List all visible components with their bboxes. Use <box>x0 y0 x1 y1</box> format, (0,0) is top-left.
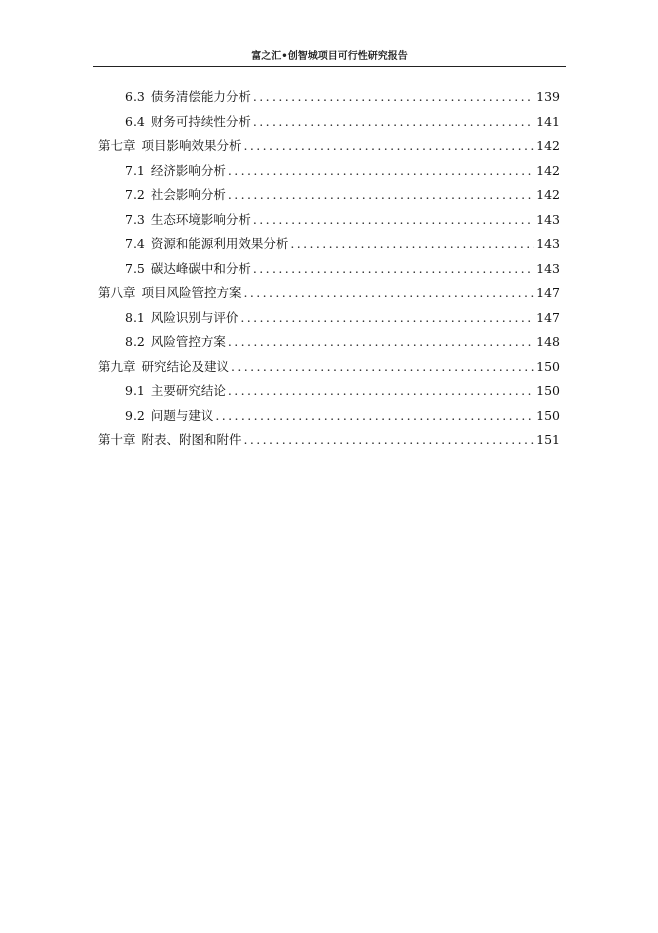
toc-entry-title: 研究结论及建议 <box>141 358 230 374</box>
toc-entry-title: 经济影响分析 <box>150 162 226 178</box>
toc-dot-leader <box>253 85 534 110</box>
toc-entry-title: 问题与建议 <box>150 407 214 423</box>
toc-entry-title: 附表、附图和附件 <box>141 432 242 447</box>
toc-section-entry[interactable] <box>98 232 560 257</box>
toc-entry-title: 资源和能源利用效果分析 <box>150 236 289 251</box>
toc-entry-title: 债务清偿能力分析 <box>150 89 251 104</box>
toc-entry-page-number: 148 <box>536 334 560 349</box>
toc-entry-number: 7.2 <box>125 187 145 202</box>
toc-entry-number: 第九章 <box>98 358 136 374</box>
toc-dot-leader <box>290 232 534 257</box>
toc-entry-number: 7.3 <box>125 211 145 227</box>
toc-entry-number: 9.1 <box>125 383 145 398</box>
toc-entry-page-number: 139 <box>536 89 560 104</box>
toc-entry-number: 8.2 <box>125 334 145 349</box>
toc-entry-page-number: 150 <box>536 407 560 423</box>
toc-entry-title: 碳达峰碳中和分析 <box>150 260 251 276</box>
toc-entry-number: 9.2 <box>125 407 145 423</box>
toc-entry-page-number: 141 <box>536 113 560 129</box>
toc-entry-title: 主要研究结论 <box>150 383 226 398</box>
toc-section-entry[interactable] <box>98 379 560 404</box>
toc-section-entry[interactable] <box>98 404 560 429</box>
toc-dot-leader <box>253 110 534 135</box>
toc-entry-page-number: 142 <box>536 138 560 153</box>
toc-dot-leader <box>215 404 534 429</box>
toc-chapter-entry[interactable] <box>98 134 560 159</box>
toc-entry-number: 第十章 <box>98 432 136 447</box>
toc-entry-page-number: 147 <box>536 309 560 325</box>
toc-dot-leader <box>240 306 534 331</box>
toc-dot-leader <box>228 183 534 208</box>
toc-entry-page-number: 142 <box>536 187 560 202</box>
toc-section-entry[interactable] <box>98 208 560 233</box>
toc-entry-page-number: 150 <box>536 383 560 398</box>
table-of-contents <box>98 85 560 453</box>
toc-dot-leader <box>244 134 535 159</box>
toc-entry-title: 项目风险管控方案 <box>141 285 242 300</box>
toc-entry-number: 8.1 <box>125 309 145 325</box>
toc-entry-number: 6.4 <box>125 113 145 129</box>
toc-chapter-entry[interactable] <box>98 281 560 306</box>
toc-entry-number: 第八章 <box>98 285 136 300</box>
toc-chapter-entry[interactable] <box>98 428 560 453</box>
toc-dot-leader <box>231 355 534 380</box>
toc-entry-title: 财务可持续性分析 <box>150 113 251 129</box>
toc-dot-leader <box>228 159 534 184</box>
toc-section-entry[interactable] <box>98 257 560 282</box>
toc-section-entry[interactable] <box>98 159 560 184</box>
toc-dot-leader <box>228 330 534 355</box>
toc-entry-page-number: 143 <box>536 260 560 276</box>
toc-entry-title: 项目影响效果分析 <box>141 138 242 153</box>
toc-entry-number: 7.5 <box>125 260 145 276</box>
toc-entry-number: 6.3 <box>125 89 145 104</box>
toc-dot-leader <box>244 428 535 453</box>
toc-chapter-entry[interactable] <box>98 355 560 380</box>
toc-entry-page-number: 142 <box>536 162 560 178</box>
toc-dot-leader <box>253 257 534 282</box>
header-rule <box>93 66 566 67</box>
toc-entry-page-number: 147 <box>536 285 560 300</box>
toc-section-entry[interactable] <box>98 306 560 331</box>
toc-section-entry[interactable] <box>98 183 560 208</box>
toc-section-entry[interactable] <box>98 110 560 135</box>
toc-entry-title: 风险管控方案 <box>150 334 226 349</box>
toc-entry-page-number: 150 <box>536 358 560 374</box>
toc-dot-leader <box>228 379 534 404</box>
page-header-title: 富之汇•创智城项目可行性研究报告 <box>251 51 408 62</box>
toc-entry-number: 7.4 <box>125 236 145 251</box>
toc-entry-title: 生态环境影响分析 <box>150 211 251 227</box>
toc-dot-leader <box>244 281 535 306</box>
toc-entry-page-number: 143 <box>536 211 560 227</box>
toc-section-entry[interactable] <box>98 330 560 355</box>
toc-entry-title: 风险识别与评价 <box>150 309 239 325</box>
toc-entry-page-number: 151 <box>536 432 560 447</box>
toc-dot-leader <box>253 208 534 233</box>
toc-entry-page-number: 143 <box>536 236 560 251</box>
toc-entry-title: 社会影响分析 <box>150 187 226 202</box>
toc-entry-number: 7.1 <box>125 162 145 178</box>
toc-entry-number: 第七章 <box>98 138 136 153</box>
toc-section-entry[interactable] <box>98 85 560 110</box>
